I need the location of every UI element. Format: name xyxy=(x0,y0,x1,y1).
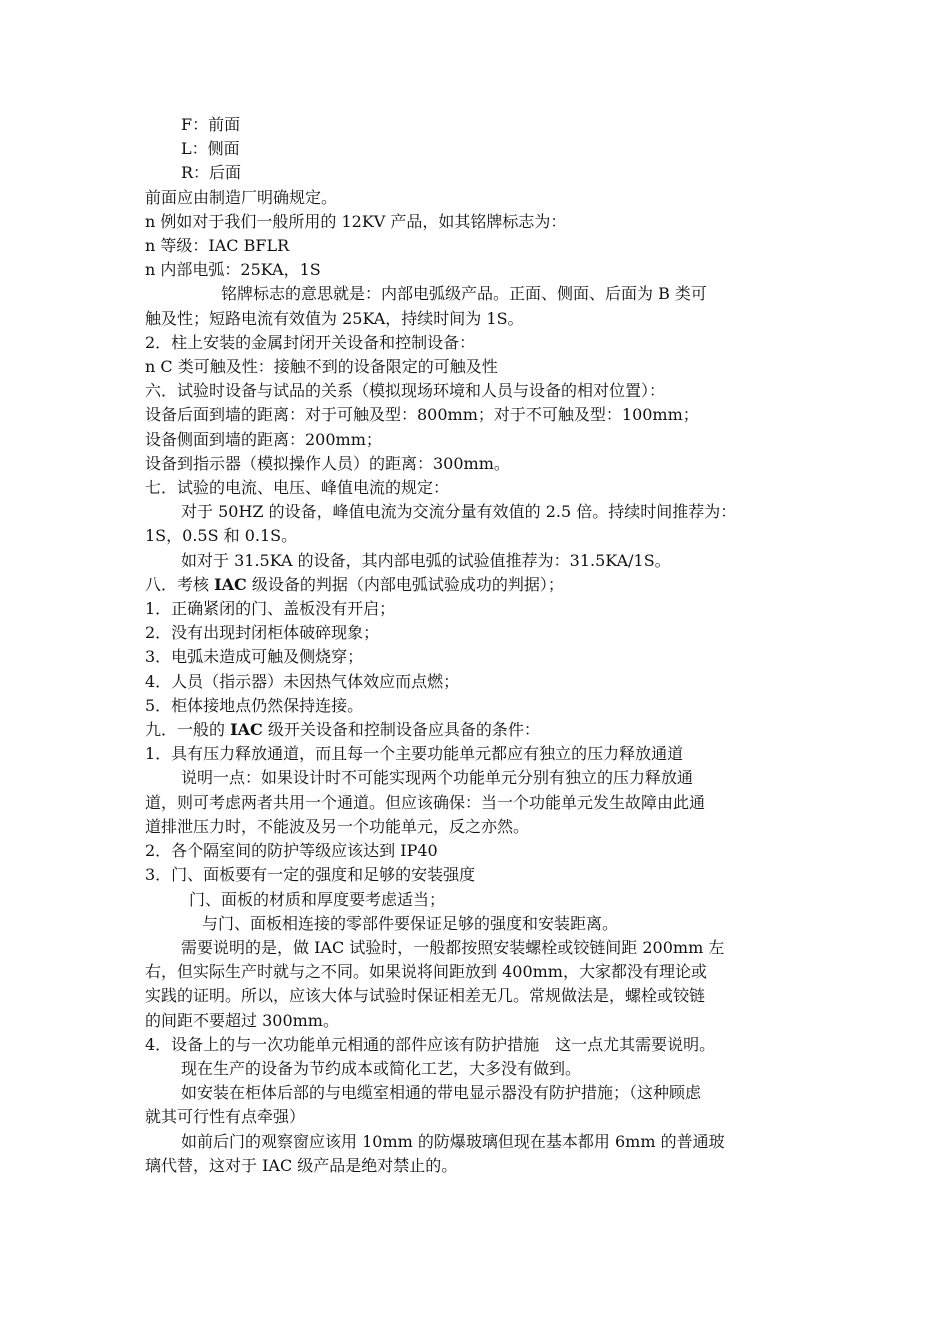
document-page xyxy=(145,113,815,1178)
paragraph-line: 右，但实际生产时就与之不同。如果说将间距放到 400mm，大家都没有理论或 xyxy=(145,962,707,982)
paragraph-line: 设备侧面到墙的距离：200mm； xyxy=(145,429,382,449)
heading-text: 九．一般的 xyxy=(145,720,231,740)
paragraph-line: 铭牌标志的意思就是：内部电弧级产品。正面、侧面、后面为 B 类可 xyxy=(221,284,707,304)
paragraph-line: 如对于 31.5KA 的设备，其内部电弧的试验值推荐为：31.5KA/1S。 xyxy=(181,550,671,570)
list-item: 2．没有出现封闭柜体破碎现象； xyxy=(145,623,380,643)
list-item: 4．人员（指示器）未因热气体效应而点燃； xyxy=(145,671,460,691)
heading-bold-text: IAC xyxy=(214,574,247,594)
section-heading xyxy=(145,718,815,742)
option-side: L：侧面 xyxy=(181,139,240,159)
paragraph-line: 如安装在柜体后部的与电缆室相通的带电显示器没有防护措施；（这种顾虑 xyxy=(181,1083,702,1103)
bullet-line: n C 类可触及性：接触不到的设备限定的可触及性 xyxy=(145,357,498,377)
list-item: 4．设备上的与一次功能单元相通的部件应该有防护措施 这一点尤其需要说明。 xyxy=(145,1034,716,1054)
section-heading: 七．试验的电流、电压、峰值电流的规定： xyxy=(145,478,450,498)
paragraph-line: 与门、面板相连接的零部件要保证足够的强度和安装距离。 xyxy=(202,913,619,933)
paragraph-line: 就其可行性有点牵强） xyxy=(145,1107,306,1127)
list-item: 1．具有压力释放通道，而且每一个主要功能单元都应有独立的压力释放通道 xyxy=(145,744,684,764)
paragraph-line: 实践的证明。所以，应该大体与试验时保证相差无几。常规做法是，螺栓或铰链 xyxy=(145,986,706,1006)
list-item: 3．电弧未造成可触及侧烧穿； xyxy=(145,647,364,667)
paragraph-line: 说明一点：如果设计时不可能实现两个功能单元分别有独立的压力释放通 xyxy=(181,768,694,788)
paragraph-line: 道，则可考虑两者共用一个通道。但应该确保：当一个功能单元发生故障由此通 xyxy=(145,792,706,812)
paragraph-line: 现在生产的设备为节约成本或简化工艺，大多没有做到。 xyxy=(181,1058,582,1078)
paragraph-line: 设备到指示器（模拟操作人员）的距离：300mm。 xyxy=(145,453,510,473)
paragraph-line: 前面应由制造厂明确规定。 xyxy=(145,187,338,207)
bullet-line: n 等级：IAC BFLR xyxy=(145,236,290,256)
heading-text: 级设备的判据（内部电弧试验成功的判据）； xyxy=(246,574,564,594)
paragraph-line: 道排泄压力时，不能波及另一个功能单元，反之亦然。 xyxy=(145,816,530,836)
bullet-line: n 内部电弧：25KA，1S xyxy=(145,260,321,280)
paragraph-line: 璃代替，这对于 IAC 级产品是绝对禁止的。 xyxy=(145,1155,458,1175)
heading-text: 八．考核 xyxy=(145,574,215,594)
paragraph-line: 设备后面到墙的距离：对于可触及型：800mm；对于不可触及型：100mm； xyxy=(145,405,699,425)
option-front: F：前面 xyxy=(181,115,241,134)
paragraph-line: 如前后门的观察窗应该用 10mm 的防爆玻璃但现在基本都用 6mm 的普通玻 xyxy=(181,1131,725,1151)
paragraph-line: 门、面板的材质和厚度要考虑适当； xyxy=(189,889,446,909)
section-heading xyxy=(145,573,815,597)
paragraph-line: 需要说明的是，做 IAC 试验时，一般都按照安装螺栓或铰链间距 200mm 左 xyxy=(181,937,725,957)
list-item: 3．门、面板要有一定的强度和足够的安装强度 xyxy=(145,865,476,885)
paragraph-line: 触及性；短路电流有效值为 25KA，持续时间为 1S。 xyxy=(145,308,524,328)
heading-text: 级开关设备和控制设备应具备的条件： xyxy=(262,720,540,740)
paragraph-line: 1S，0.5S 和 0.1S。 xyxy=(145,526,298,546)
list-item: 2．柱上安装的金属封闭开关设备和控制设备： xyxy=(145,332,476,352)
option-rear: R：后面 xyxy=(181,163,242,183)
paragraph-line: 对于 50HZ 的设备，峰值电流为交流分量有效值的 2.5 倍。持续时间推荐为： xyxy=(181,502,737,522)
heading-bold-text: IAC xyxy=(230,720,263,740)
section-heading: 六．试验时设备与试品的关系（模拟现场环境和人员与设备的相对位置）： xyxy=(145,381,666,401)
list-item: 5．柜体接地点仍然保持连接。 xyxy=(145,695,364,715)
paragraph-line: 的间距不要超过 300mm。 xyxy=(145,1010,339,1030)
bullet-line: n 例如对于我们一般所用的 12KV 产品，如其铭牌标志为： xyxy=(145,211,567,231)
list-item: 1．正确紧闭的门、盖板没有开启； xyxy=(145,599,396,619)
list-item: 2．各个隔室间的防护等级应该达到 IP40 xyxy=(145,841,438,861)
